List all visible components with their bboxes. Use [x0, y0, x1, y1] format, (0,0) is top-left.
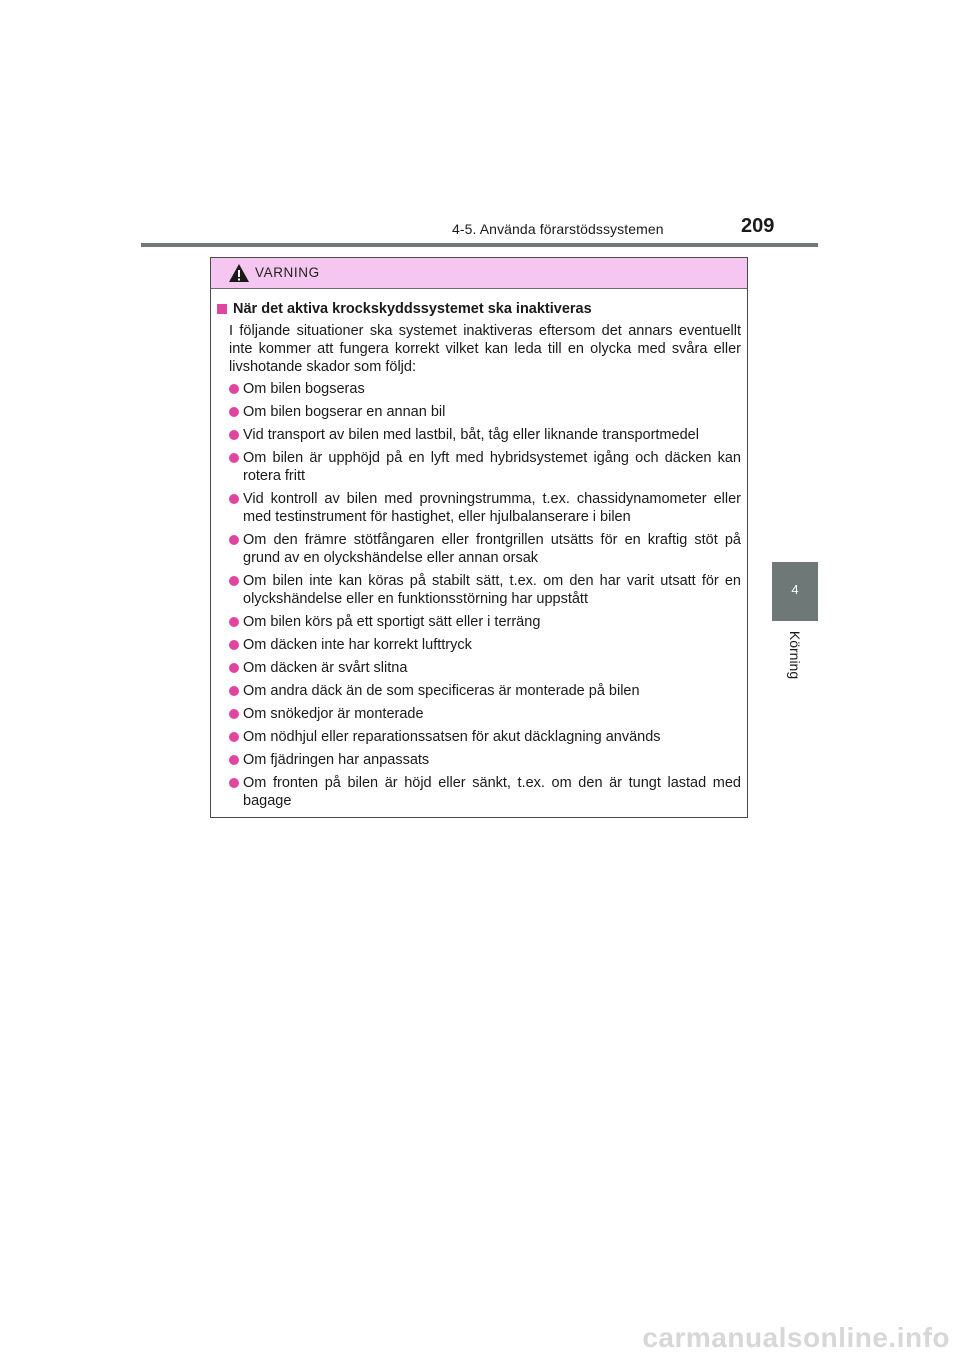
warning-heading — [217, 300, 741, 318]
list-item-text: Om däcken inte har korrekt lufttryck — [243, 637, 472, 653]
chapter-number: 4 — [791, 582, 799, 597]
list-item — [217, 531, 741, 567]
list-item-text: Vid kontroll av bilen med provningstrumma, t.ex. chassidynamometer eller med testinstrument för hastighet, eller hjulbalanserare i bilen — [243, 491, 741, 525]
list-item-text: Om snökedjor är monterade — [243, 706, 424, 722]
list-item-text: Om bilen inte kan köras på stabilt sätt, t.ex. om den har varit utsatt för en olyckshändelse eller en funktionsstörning har uppstått — [243, 573, 741, 607]
warning-body — [211, 289, 747, 810]
warning-list — [217, 380, 741, 810]
bullet-dot-icon — [229, 686, 239, 696]
bullet-dot-icon — [229, 453, 239, 463]
list-item — [217, 380, 741, 398]
list-item — [217, 751, 741, 769]
bullet-dot-icon — [229, 535, 239, 545]
list-item-text: Om bilen är upphöjd på en lyft med hybridsystemet igång och däcken kan rotera fritt — [243, 450, 741, 484]
bullet-dot-icon — [229, 494, 239, 504]
bullet-dot-icon — [229, 617, 239, 627]
header-divider — [141, 243, 818, 247]
watermark: carmanualsonline.info — [642, 1322, 950, 1353]
list-item-text: Om fjädringen har anpassats — [243, 752, 430, 768]
list-item — [217, 613, 741, 631]
list-item — [217, 774, 741, 810]
bullet-dot-icon — [229, 732, 239, 742]
square-bullet-icon — [217, 304, 227, 314]
bullet-dot-icon — [229, 384, 239, 394]
section-title: 4-5. Använda förarstödssystemen — [452, 221, 664, 237]
list-item — [217, 403, 741, 421]
bullet-dot-icon — [229, 778, 239, 788]
bullet-dot-icon — [229, 430, 239, 440]
warning-box — [210, 257, 748, 818]
chapter-tab — [772, 562, 818, 621]
bullet-dot-icon — [229, 663, 239, 673]
list-item-text: Om bilen bogserar en annan bil — [243, 404, 446, 420]
list-item-text: Om däcken är svårt slitna — [243, 660, 408, 676]
list-item — [217, 705, 741, 723]
list-item — [217, 572, 741, 608]
list-item-text: Om andra däck än de som specificeras är monterade på bilen — [243, 683, 640, 699]
warning-intro: I följande situationer ska systemet inaktiveras eftersom det annars eventuellt inte kommer att fungera korrekt vilket kan leda till en olycka med svåra eller livshotande skador som följd: — [229, 323, 741, 375]
list-item — [217, 449, 741, 485]
list-item-text: Om bilen bogseras — [243, 381, 365, 397]
warning-heading-text: När det aktiva krockskyddssystemet ska inaktiveras — [233, 301, 592, 317]
bullet-dot-icon — [229, 709, 239, 719]
list-item-text: Vid transport av bilen med lastbil, båt, tåg eller liknande transportmedel — [243, 427, 699, 443]
bullet-dot-icon — [229, 576, 239, 586]
list-item-text: Om den främre stötfångaren eller frontgrillen utsätts för en kraftig stöt på grund av en olyckshändelse eller annan orsak — [243, 532, 741, 566]
list-item — [217, 636, 741, 654]
warning-label: VARNING — [255, 265, 320, 280]
list-item-text: Om fronten på bilen är höjd eller sänkt, t.ex. om den är tungt lastad med bagage — [243, 775, 741, 809]
list-item — [217, 728, 741, 746]
list-item-text: Om nödhjul eller reparationssatsen för akut däcklagning används — [243, 729, 661, 745]
warning-triangle-icon — [228, 263, 250, 283]
chapter-label: Körning — [787, 630, 803, 680]
bullet-dot-icon — [229, 640, 239, 650]
list-item — [217, 682, 741, 700]
list-item — [217, 659, 741, 677]
list-item — [217, 490, 741, 526]
page-number: 209 — [741, 215, 775, 237]
list-item — [217, 426, 741, 444]
bullet-dot-icon — [229, 755, 239, 765]
list-item-text: Om bilen körs på ett sportigt sätt eller i terräng — [243, 614, 541, 630]
warning-header — [211, 258, 747, 289]
bullet-dot-icon — [229, 407, 239, 417]
